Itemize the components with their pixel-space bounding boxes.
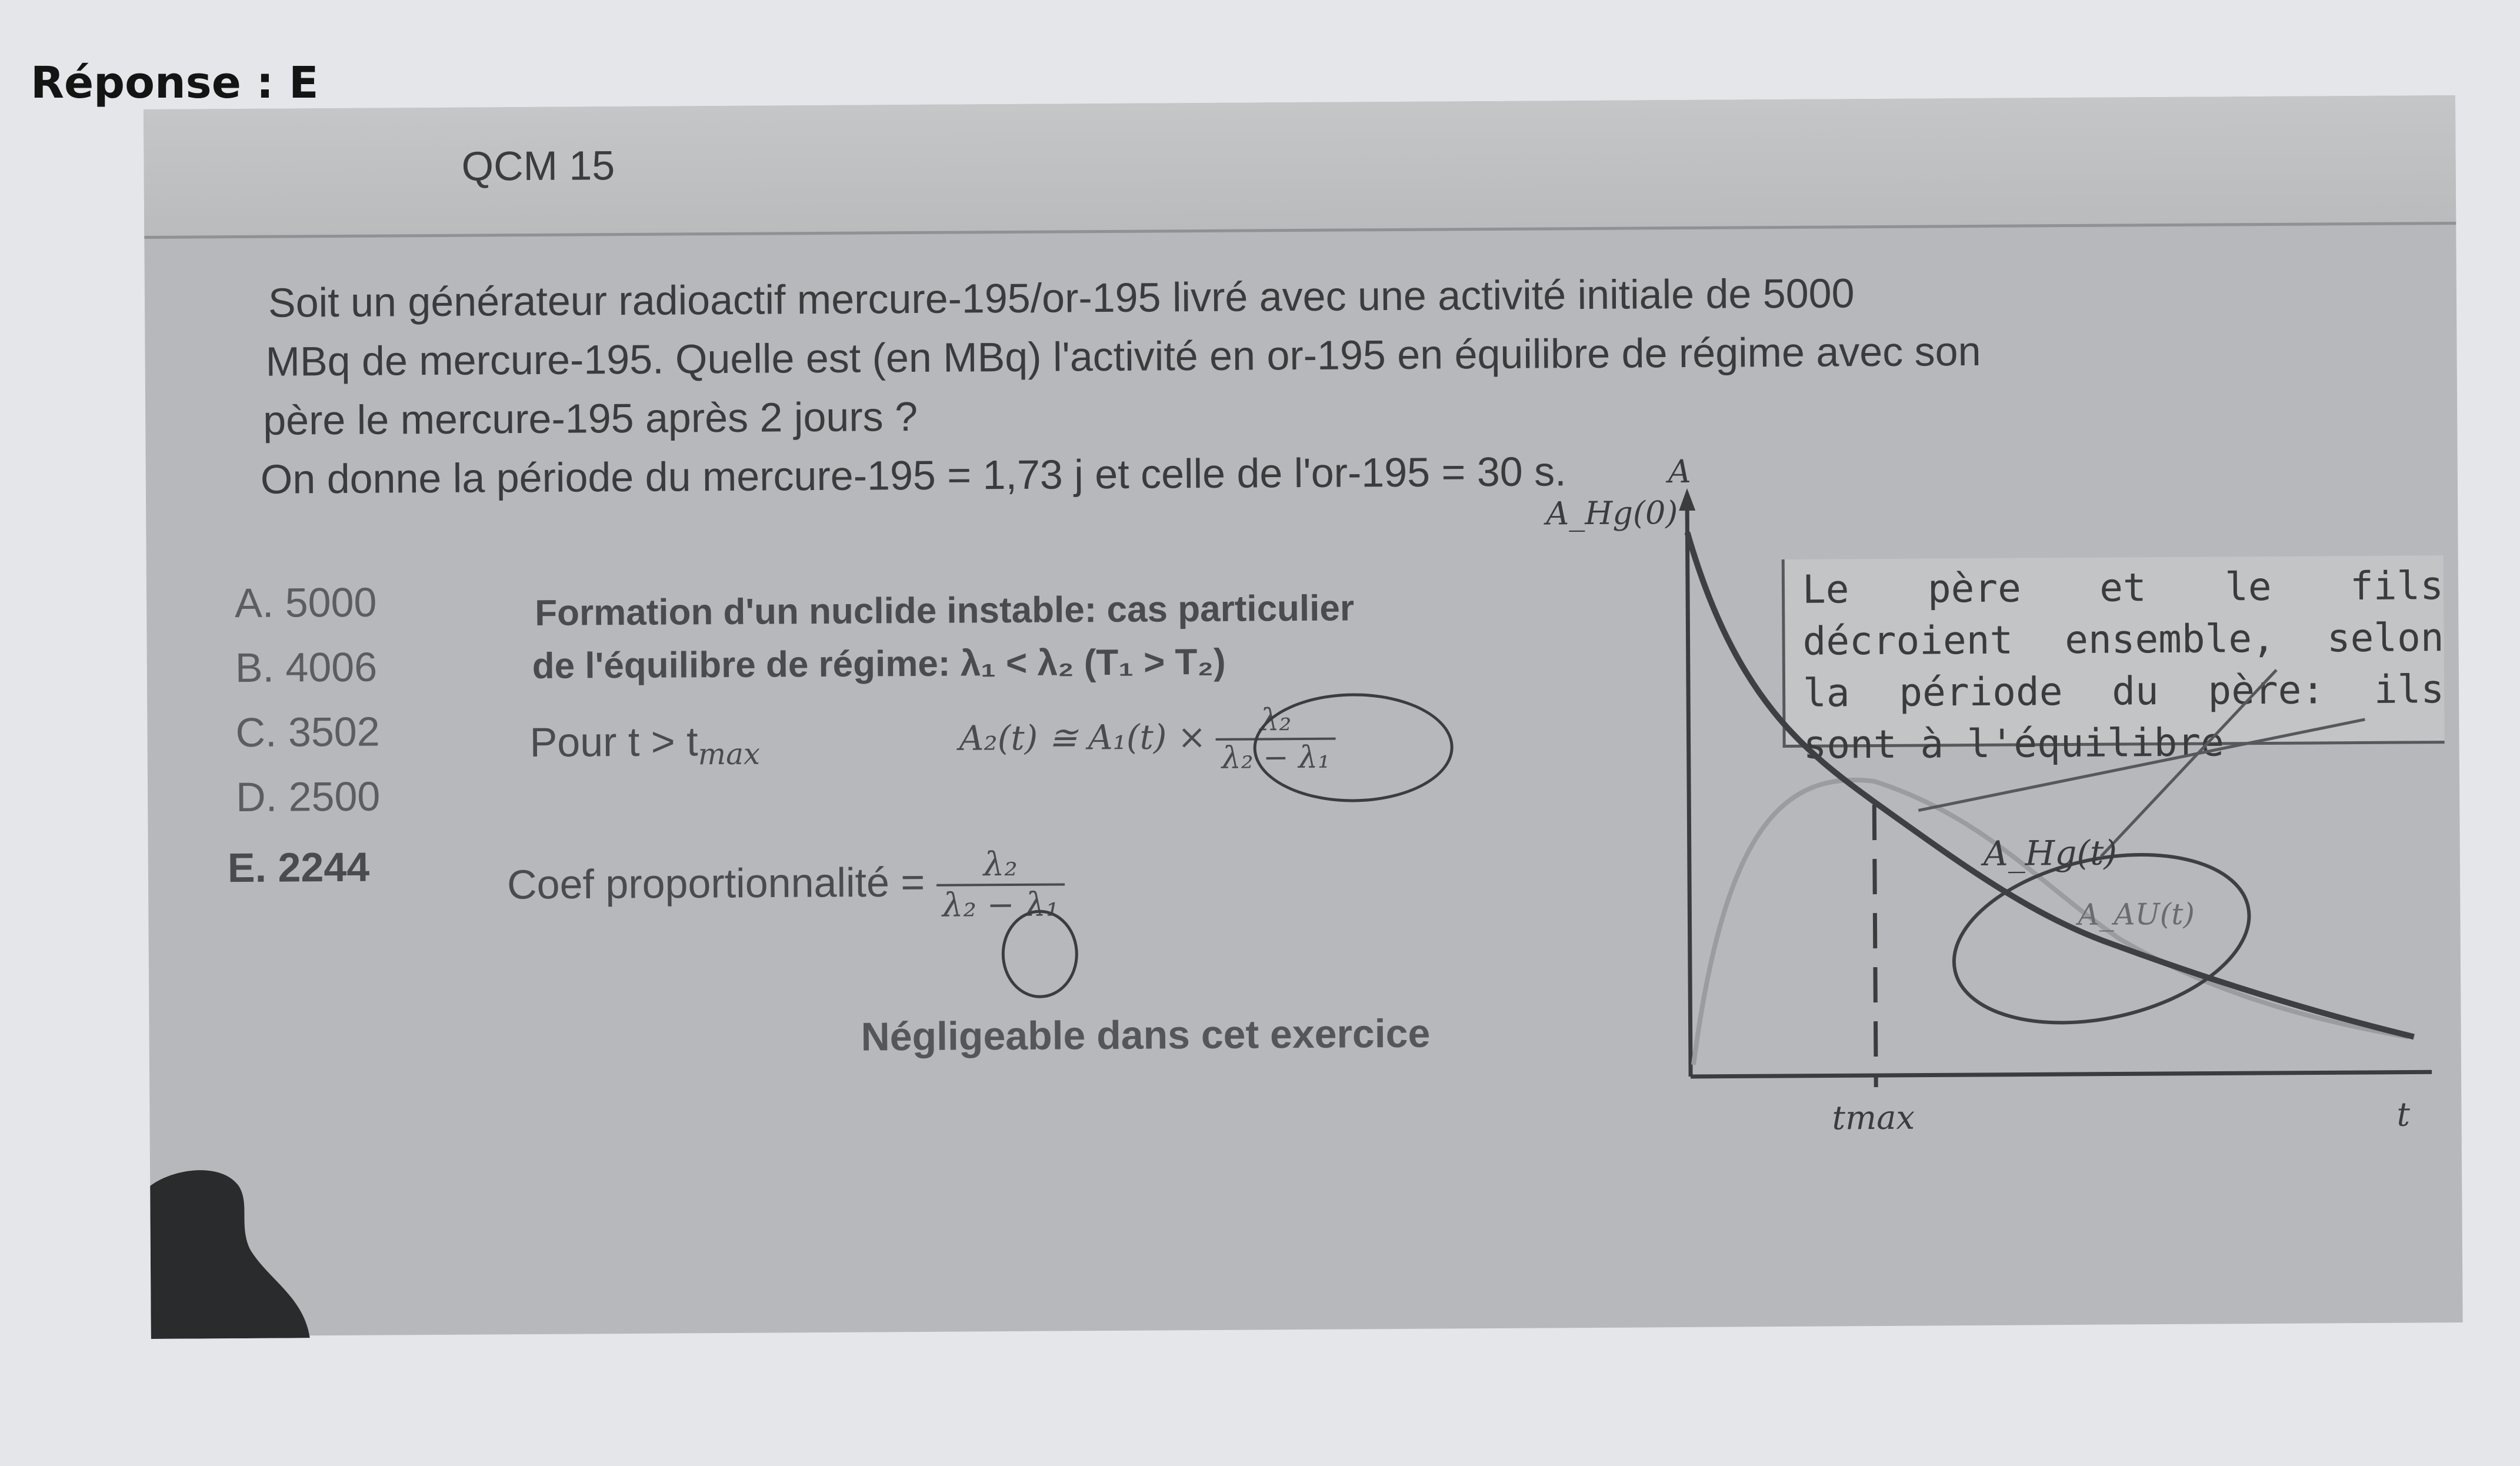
choice-a: A. 5000: [234, 579, 377, 627]
graph-svg: [1569, 472, 2457, 1336]
approx-fraction: $\frac{\text{λ₂}}{\text{λ₂ − λ₁}}$: [1215, 702, 1336, 776]
formation-subtitle: de l'équilibre de régime: λ₁ < λ₂ (T₁ > T₂): [532, 641, 1226, 687]
lambda1-circle: [1001, 909, 1078, 998]
choice-d: D. 2500: [235, 773, 381, 821]
y-axis-label: A: [1668, 452, 1692, 491]
y-start-label: A_Hg(0): [1546, 494, 1678, 532]
choice-c: C. 3502: [235, 708, 380, 756]
x-axis-line: [1691, 1072, 2432, 1077]
slide-sheet: [144, 95, 2463, 1337]
coef-fraction: $\frac{\text{λ₂}}{\text{λ₂ − λ₁}}$: [936, 845, 1065, 924]
choice-b: B. 4006: [235, 644, 378, 691]
answer-heading: Réponse : E: [31, 58, 319, 108]
callout-pointer-2: [1918, 719, 2365, 811]
callout-pointer-1: [2100, 670, 2278, 857]
pour-condition: Pour $t > t_{max}$: [529, 718, 761, 772]
approx-formula: A₂(t) ≅ A₁(t) × $\frac{\text{λ₂}}{\text{λ₂ − λ₁}}$: [959, 702, 1336, 778]
tmax-label: tmax: [1832, 1098, 1915, 1138]
question-line: père le mercure-195 après 2 jours ?: [262, 393, 918, 444]
slide-header: [144, 95, 2456, 239]
y-axis-arrow: [1679, 488, 1695, 511]
fraction-circle: [1253, 692, 1454, 802]
negligible-note: Négligeable dans cet exercice: [861, 1011, 1431, 1059]
question-line: On donne la période du mercure-195 = 1,73 j et celle de l'or-195 = 30 s.: [260, 448, 1566, 502]
y-axis-line: [1687, 500, 1691, 1077]
question-line: Soit un générateur radioactif mercure-195/or-195 livré avec une activité initiale de 5000: [268, 270, 1855, 326]
tmax-dashed-line: [1874, 805, 1876, 1087]
qcm-title: QCM 15: [461, 142, 615, 189]
au-curve-label: A_AU(t): [2078, 897, 2195, 932]
choice-e: E. 2244: [227, 844, 370, 891]
presenter-logo-icon: [150, 1161, 310, 1339]
formation-title: Formation d'un nuclide instable: cas particulier: [535, 588, 1355, 634]
question-line: MBq de mercure-195. Quelle est (en MBq) l'activité en or-195 en équilibre de régime avec son: [265, 328, 1981, 385]
coef-formula: Coef proportionnalité = $\frac{\text{λ₂}}{\text{λ₂ − λ₁}}$: [507, 845, 1065, 927]
x-axis-label: t: [2396, 1095, 2411, 1134]
hg-curve-label: A_Hg(t): [1983, 832, 2118, 874]
callout-text: Le père et le fils décroient ensemble, selon la période du père: ils sont à l'équilibre: [1802, 563, 2445, 768]
activity-graph: [1546, 452, 2457, 1339]
